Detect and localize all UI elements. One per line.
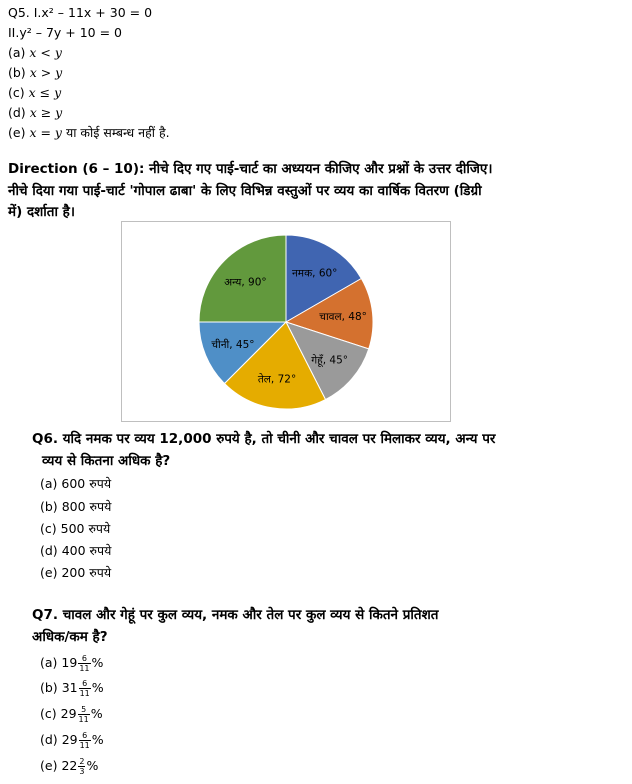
option-math: x = y <box>29 125 62 140</box>
pie-slice-label-4: चीनी, 45° <box>211 338 255 351</box>
q7-option-a[interactable] <box>40 652 103 674</box>
pie-slice-label-5: अन्य, 90° <box>224 276 267 289</box>
option-key: (c) <box>8 85 25 100</box>
option-suffix: % <box>90 706 103 721</box>
q5-label: Q5. <box>8 5 30 20</box>
pie-chart-container <box>121 221 451 422</box>
q6-option-e[interactable] <box>40 564 111 582</box>
option-math: x > y <box>29 65 63 80</box>
option-text: या कोई सम्बन्ध नहीं है. <box>65 125 170 140</box>
fraction-numerator: 2 <box>79 757 85 766</box>
fraction-numerator: 6 <box>79 679 91 689</box>
fraction-denominator: 11 <box>78 715 89 724</box>
q6-label: Q6. <box>32 431 58 447</box>
fraction-numerator: 6 <box>79 731 91 741</box>
fraction-denominator: 11 <box>79 689 90 698</box>
q5-equation-1 <box>8 4 152 22</box>
q7-line-2: अधिक/कम है? <box>32 629 108 645</box>
q6-option-a[interactable] <box>40 475 111 493</box>
option-key: (e) <box>40 565 58 580</box>
option-math: x ≥ y <box>29 105 63 120</box>
q5-option-e[interactable] <box>8 124 170 142</box>
option-fraction <box>78 757 85 776</box>
q5-option-c[interactable] <box>8 84 61 102</box>
fraction-denominator: 11 <box>79 664 90 673</box>
option-key: (d) <box>8 105 26 120</box>
option-math: x < y <box>29 45 62 60</box>
q6-option-b[interactable] <box>40 498 111 516</box>
q7-option-d[interactable] <box>40 729 104 751</box>
q7-label: Q7. <box>32 607 58 623</box>
fraction-denominator: 11 <box>79 741 90 750</box>
option-text: 200 रुपये <box>61 565 112 580</box>
option-fraction <box>79 679 91 698</box>
option-text: 500 रुपये <box>60 521 111 536</box>
option-whole: 29 <box>60 706 77 721</box>
pie-slice-label-1: चावल, 48° <box>319 310 367 323</box>
option-fraction <box>78 705 90 724</box>
option-suffix: % <box>91 680 104 695</box>
q7-option-b[interactable] <box>40 677 104 699</box>
direction-text: नीचे दिए गए पाई-चार्ट का अध्ययन कीजिए और प्रश्नों के उत्तर दीजिए। <box>149 161 493 177</box>
option-whole: 22 <box>61 758 78 773</box>
fraction-numerator: 6 <box>78 654 90 664</box>
option-math: x ≤ y <box>28 85 62 100</box>
direction-line-3: में) दर्शाता है। <box>8 204 75 220</box>
option-key: (e) <box>8 125 26 140</box>
option-text: 600 रुपये <box>61 476 112 491</box>
fraction-denominator: 3 <box>79 767 85 776</box>
option-key: (a) <box>40 476 58 491</box>
option-key: (c) <box>40 521 57 536</box>
option-key: (a) <box>40 655 58 670</box>
option-whole: 19 <box>61 655 78 670</box>
pie-chart <box>122 222 450 421</box>
option-fraction <box>79 731 91 750</box>
option-text: 800 रुपये <box>61 499 112 514</box>
q5-option-a[interactable] <box>8 44 62 62</box>
q5-option-b[interactable] <box>8 64 62 82</box>
option-key: (e) <box>40 758 58 773</box>
option-suffix: % <box>86 758 99 773</box>
option-key: (d) <box>40 543 58 558</box>
option-key: (b) <box>40 499 58 514</box>
option-suffix: % <box>91 655 104 670</box>
q7-line-1 <box>32 606 438 624</box>
option-suffix: % <box>91 732 104 747</box>
option-key: (a) <box>8 45 26 60</box>
direction-line-2: नीचे दिया गया पाई-चार्ट 'गोपाल ढाबा' के लिए विभिन्न वस्तुओं पर व्यय का वार्षिक वितरण (डिग्री <box>8 183 482 199</box>
q5-eq1: I.x² – 11x + 30 = 0 <box>33 5 153 20</box>
q5-eq2: II.y² – 7y + 10 = 0 <box>8 25 123 40</box>
q7-text: चावल और गेहूं पर कुल व्यय, नमक और तेल पर कुल व्यय से कितने प्रतिशत <box>62 607 439 623</box>
direction-line-1 <box>8 160 493 178</box>
direction-label: Direction (6 – 10): <box>8 161 145 177</box>
option-text: 400 रुपये <box>61 543 112 558</box>
q6-line-1 <box>32 430 495 448</box>
q6-line-2: व्यय से कितना अधिक है? <box>42 453 171 469</box>
fraction-numerator: 5 <box>78 705 90 715</box>
option-fraction <box>78 654 90 673</box>
q7-option-e[interactable] <box>40 755 98 777</box>
q7-option-c[interactable] <box>40 703 103 725</box>
option-key: (b) <box>8 65 26 80</box>
option-key: (c) <box>40 706 57 721</box>
q6-text: यदि नमक पर व्यय 12,000 रुपये है, तो चीनी और चावल पर मिलाकर व्यय, अन्य पर <box>62 431 496 447</box>
q6-option-d[interactable] <box>40 542 111 560</box>
q6-option-c[interactable] <box>40 520 110 538</box>
option-whole: 31 <box>61 680 78 695</box>
option-key: (b) <box>40 680 58 695</box>
q5-option-d[interactable] <box>8 104 62 122</box>
option-key: (d) <box>40 732 58 747</box>
pie-slice-label-0: नमक, 60° <box>291 267 338 280</box>
pie-slice-label-3: तेल, 72° <box>257 373 297 386</box>
option-whole: 29 <box>61 732 78 747</box>
pie-slice-label-2: गेहूँ, 45° <box>311 354 349 367</box>
